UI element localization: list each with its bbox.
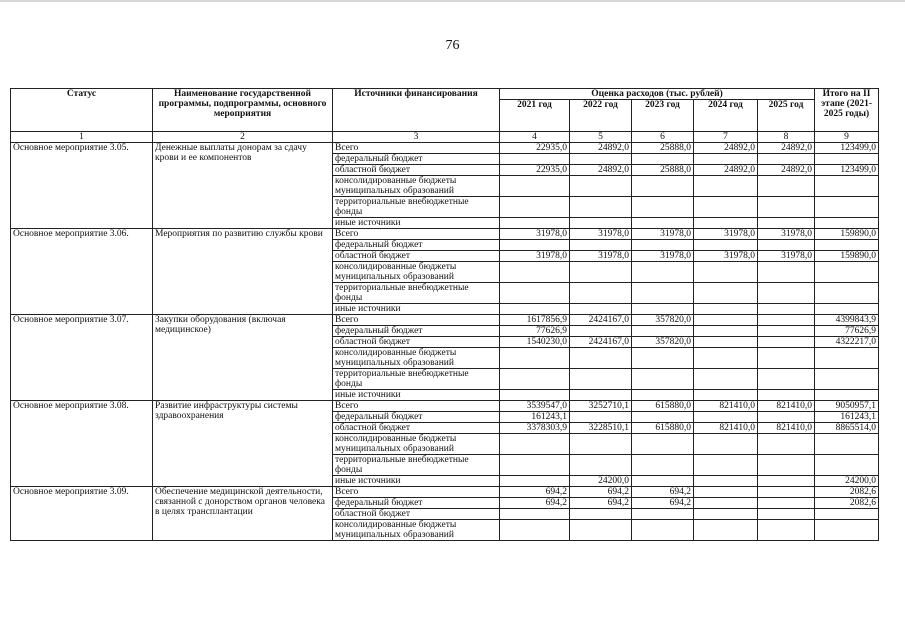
header-status: Статус (11, 89, 153, 132)
amount-cell (632, 412, 694, 423)
amount-cell (694, 218, 758, 229)
funding-source: Всего (333, 143, 500, 154)
amount-cell: 821410,0 (758, 423, 815, 434)
funding-source: федеральный бюджет (333, 154, 500, 165)
amount-cell (758, 304, 815, 315)
amount-cell: 1617856,9 (500, 315, 570, 326)
amount-cell (694, 262, 758, 283)
amount-cell (632, 476, 694, 487)
amount-cell: 357820,0 (632, 337, 694, 348)
column-number: 8 (758, 132, 815, 143)
amount-cell (694, 455, 758, 476)
amount-cell (500, 390, 570, 401)
amount-cell (570, 369, 632, 390)
amount-cell (570, 455, 632, 476)
amount-cell (758, 176, 815, 197)
total-cell (815, 304, 879, 315)
amount-cell: 821410,0 (694, 423, 758, 434)
amount-cell (758, 369, 815, 390)
funding-source: консолидированные бюджеты муниципальных образований (333, 348, 500, 369)
amount-cell (632, 176, 694, 197)
amount-cell (758, 262, 815, 283)
funding-source: федеральный бюджет (333, 412, 500, 423)
total-cell (815, 154, 879, 165)
column-number: 3 (333, 132, 500, 143)
amount-cell (758, 434, 815, 455)
amount-cell: 2424167,0 (570, 315, 632, 326)
amount-cell (758, 487, 815, 498)
total-cell: 2082,6 (815, 498, 879, 509)
amount-cell (500, 176, 570, 197)
amount-cell (694, 283, 758, 304)
amount-cell: 24892,0 (758, 143, 815, 154)
amount-cell (694, 487, 758, 498)
amount-cell: 2424167,0 (570, 337, 632, 348)
amount-cell (632, 262, 694, 283)
total-cell: 4322217,0 (815, 337, 879, 348)
column-number-row (11, 132, 879, 143)
amount-cell (758, 476, 815, 487)
table-row (11, 315, 879, 326)
table-body (11, 143, 879, 541)
amount-cell: 821410,0 (694, 401, 758, 412)
page-top-edge (0, 0, 905, 2)
funding-source: консолидированные бюджеты муниципальных образований (333, 262, 500, 283)
total-cell: 159890,0 (815, 229, 879, 240)
column-number: 6 (632, 132, 694, 143)
amount-cell: 694,2 (570, 487, 632, 498)
amount-cell (500, 283, 570, 304)
amount-cell (570, 262, 632, 283)
header-year-2023: 2023 год (632, 100, 694, 132)
measure-name: Денежные выплаты донорам за сдачу крови и ее компонентов (153, 143, 333, 229)
amount-cell: 694,2 (632, 487, 694, 498)
funding-source: территориальные внебюджетные фонды (333, 283, 500, 304)
amount-cell: 24892,0 (758, 165, 815, 176)
amount-cell (500, 154, 570, 165)
amount-cell (632, 283, 694, 304)
amount-cell (758, 498, 815, 509)
amount-cell: 3539547,0 (500, 401, 570, 412)
funding-source: Всего (333, 401, 500, 412)
amount-cell (758, 509, 815, 520)
measure-name: Развитие инфраструктуры системы здравоохранения (153, 401, 333, 487)
amount-cell (500, 240, 570, 251)
measure-status: Основное мероприятие 3.09. (11, 487, 153, 541)
header-year-2025: 2025 год (758, 100, 815, 132)
total-cell (815, 262, 879, 283)
amount-cell: 31978,0 (570, 251, 632, 262)
header-year-2021: 2021 год (500, 100, 570, 132)
amount-cell (694, 476, 758, 487)
amount-cell (570, 240, 632, 251)
total-cell (815, 348, 879, 369)
amount-cell (758, 348, 815, 369)
header-program-name: Наименование государственной программы, подпрограммы, основного мероприятия (153, 89, 333, 132)
amount-cell: 821410,0 (758, 401, 815, 412)
amount-cell: 31978,0 (694, 229, 758, 240)
funding-source: федеральный бюджет (333, 240, 500, 251)
amount-cell (500, 218, 570, 229)
header-estimate: Оценка расходов (тыс. рублей) (500, 89, 815, 100)
amount-cell (570, 176, 632, 197)
amount-cell (500, 509, 570, 520)
table-header (11, 89, 879, 143)
total-cell: 2082,6 (815, 487, 879, 498)
amount-cell (500, 197, 570, 218)
amount-cell (694, 304, 758, 315)
amount-cell: 3228510,1 (570, 423, 632, 434)
amount-cell (570, 348, 632, 369)
table-row (11, 229, 879, 240)
total-cell: 24200,0 (815, 476, 879, 487)
funding-source: консолидированные бюджеты муниципальных образований (333, 176, 500, 197)
amount-cell (758, 390, 815, 401)
amount-cell (632, 304, 694, 315)
total-cell (815, 434, 879, 455)
amount-cell (500, 369, 570, 390)
funding-source: областной бюджет (333, 423, 500, 434)
amount-cell (694, 315, 758, 326)
page-number: 76 (445, 38, 460, 53)
amount-cell: 1540230,0 (500, 337, 570, 348)
amount-cell: 24200,0 (570, 476, 632, 487)
total-cell (815, 455, 879, 476)
funding-source: областной бюджет (333, 251, 500, 262)
funding-source: иные источники (333, 304, 500, 315)
measure-status: Основное мероприятие 3.07. (11, 315, 153, 401)
total-cell (815, 369, 879, 390)
amount-cell (632, 326, 694, 337)
amount-cell (694, 369, 758, 390)
total-cell: 8865514,0 (815, 423, 879, 434)
amount-cell (758, 520, 815, 541)
column-number: 2 (153, 132, 333, 143)
column-number: 7 (694, 132, 758, 143)
amount-cell (632, 348, 694, 369)
amount-cell (500, 348, 570, 369)
amount-cell: 24892,0 (570, 165, 632, 176)
funding-source: территориальные внебюджетные фонды (333, 455, 500, 476)
funding-source: Всего (333, 487, 500, 498)
measure-status: Основное мероприятие 3.08. (11, 401, 153, 487)
amount-cell (694, 337, 758, 348)
amount-cell (758, 326, 815, 337)
amount-cell (632, 369, 694, 390)
amount-cell (500, 434, 570, 455)
amount-cell (758, 240, 815, 251)
amount-cell: 694,2 (500, 487, 570, 498)
amount-cell (570, 520, 632, 541)
funding-source: областной бюджет (333, 337, 500, 348)
funding-source: федеральный бюджет (333, 498, 500, 509)
total-cell (815, 176, 879, 197)
amount-cell (632, 509, 694, 520)
funding-source: иные источники (333, 390, 500, 401)
measure-name: Мероприятия по развитию службы крови (153, 229, 333, 315)
amount-cell (694, 197, 758, 218)
amount-cell (632, 455, 694, 476)
funding-source: Всего (333, 315, 500, 326)
amount-cell (758, 154, 815, 165)
total-cell (815, 390, 879, 401)
amount-cell: 22935,0 (500, 165, 570, 176)
column-number: 4 (500, 132, 570, 143)
amount-cell (570, 304, 632, 315)
amount-cell (694, 509, 758, 520)
column-number: 9 (815, 132, 879, 143)
header-year-2022: 2022 год (570, 100, 632, 132)
amount-cell (570, 218, 632, 229)
amount-cell: 24892,0 (694, 165, 758, 176)
header-funding-sources: Источники финансирования (333, 89, 500, 132)
funding-source: территориальные внебюджетные фонды (333, 369, 500, 390)
amount-cell: 31978,0 (500, 229, 570, 240)
total-cell: 4399843,9 (815, 315, 879, 326)
column-number: 5 (570, 132, 632, 143)
amount-cell: 31978,0 (632, 251, 694, 262)
column-number: 1 (11, 132, 153, 143)
total-cell (815, 520, 879, 541)
funding-table (10, 88, 879, 541)
amount-cell (500, 304, 570, 315)
amount-cell (758, 283, 815, 304)
amount-cell (758, 455, 815, 476)
amount-cell (500, 262, 570, 283)
amount-cell (632, 390, 694, 401)
amount-cell: 31978,0 (632, 229, 694, 240)
amount-cell (500, 455, 570, 476)
amount-cell: 24892,0 (570, 143, 632, 154)
funding-source: иные источники (333, 218, 500, 229)
amount-cell: 31978,0 (570, 229, 632, 240)
amount-cell: 161243,1 (500, 412, 570, 423)
amount-cell: 615880,0 (632, 401, 694, 412)
amount-cell (694, 434, 758, 455)
total-cell: 123499,0 (815, 143, 879, 154)
measure-status: Основное мероприятие 3.05. (11, 143, 153, 229)
header-total: Итого на II этапе (2021-2025 годы) (815, 89, 879, 132)
measure-name: Закупки оборудования (включая медицинское) (153, 315, 333, 401)
amount-cell (694, 240, 758, 251)
amount-cell: 25888,0 (632, 165, 694, 176)
amount-cell (694, 412, 758, 423)
funding-source: иные источники (333, 476, 500, 487)
amount-cell (758, 218, 815, 229)
funding-source: федеральный бюджет (333, 326, 500, 337)
amount-cell: 357820,0 (632, 315, 694, 326)
amount-cell: 31978,0 (694, 251, 758, 262)
amount-cell: 3252710,1 (570, 401, 632, 412)
amount-cell (500, 476, 570, 487)
total-cell (815, 197, 879, 218)
table-row (11, 487, 879, 498)
measure-name: Обеспечение медицинской деятельности, связанной с донорством органов человека в целях трансплантации (153, 487, 333, 541)
amount-cell (570, 434, 632, 455)
total-cell (815, 240, 879, 251)
funding-source: консолидированные бюджеты муниципальных образований (333, 520, 500, 541)
measure-status: Основное мероприятие 3.06. (11, 229, 153, 315)
amount-cell (632, 520, 694, 541)
amount-cell: 22935,0 (500, 143, 570, 154)
amount-cell: 25888,0 (632, 143, 694, 154)
amount-cell: 694,2 (500, 498, 570, 509)
funding-source: территориальные внебюджетные фонды (333, 197, 500, 218)
amount-cell (632, 197, 694, 218)
amount-cell (500, 520, 570, 541)
amount-cell (570, 197, 632, 218)
funding-source: Всего (333, 229, 500, 240)
header-year-2024: 2024 год (694, 100, 758, 132)
total-cell (815, 509, 879, 520)
total-cell: 123499,0 (815, 165, 879, 176)
amount-cell (758, 337, 815, 348)
table-row (11, 401, 879, 412)
amount-cell (632, 434, 694, 455)
amount-cell (758, 315, 815, 326)
amount-cell (570, 390, 632, 401)
table-row (11, 143, 879, 154)
amount-cell (632, 218, 694, 229)
amount-cell (570, 412, 632, 423)
amount-cell: 31978,0 (758, 251, 815, 262)
total-cell: 77626,9 (815, 326, 879, 337)
amount-cell (758, 412, 815, 423)
total-cell (815, 218, 879, 229)
amount-cell: 694,2 (632, 498, 694, 509)
amount-cell (694, 348, 758, 369)
amount-cell: 24892,0 (694, 143, 758, 154)
amount-cell (694, 154, 758, 165)
amount-cell (694, 176, 758, 197)
amount-cell (570, 283, 632, 304)
amount-cell: 3378303,9 (500, 423, 570, 434)
amount-cell (570, 509, 632, 520)
amount-cell (694, 326, 758, 337)
amount-cell (632, 240, 694, 251)
amount-cell: 31978,0 (500, 251, 570, 262)
amount-cell (570, 154, 632, 165)
amount-cell: 694,2 (570, 498, 632, 509)
total-cell: 159890,0 (815, 251, 879, 262)
funding-source: областной бюджет (333, 509, 500, 520)
total-cell: 161243,1 (815, 412, 879, 423)
amount-cell: 615880,0 (632, 423, 694, 434)
amount-cell (758, 197, 815, 218)
amount-cell (694, 520, 758, 541)
total-cell (815, 283, 879, 304)
funding-source: областной бюджет (333, 165, 500, 176)
amount-cell (694, 390, 758, 401)
amount-cell (632, 154, 694, 165)
total-cell: 9050957,1 (815, 401, 879, 412)
amount-cell (570, 326, 632, 337)
amount-cell (694, 498, 758, 509)
amount-cell: 31978,0 (758, 229, 815, 240)
funding-source: консолидированные бюджеты муниципальных образований (333, 434, 500, 455)
amount-cell: 77626,9 (500, 326, 570, 337)
